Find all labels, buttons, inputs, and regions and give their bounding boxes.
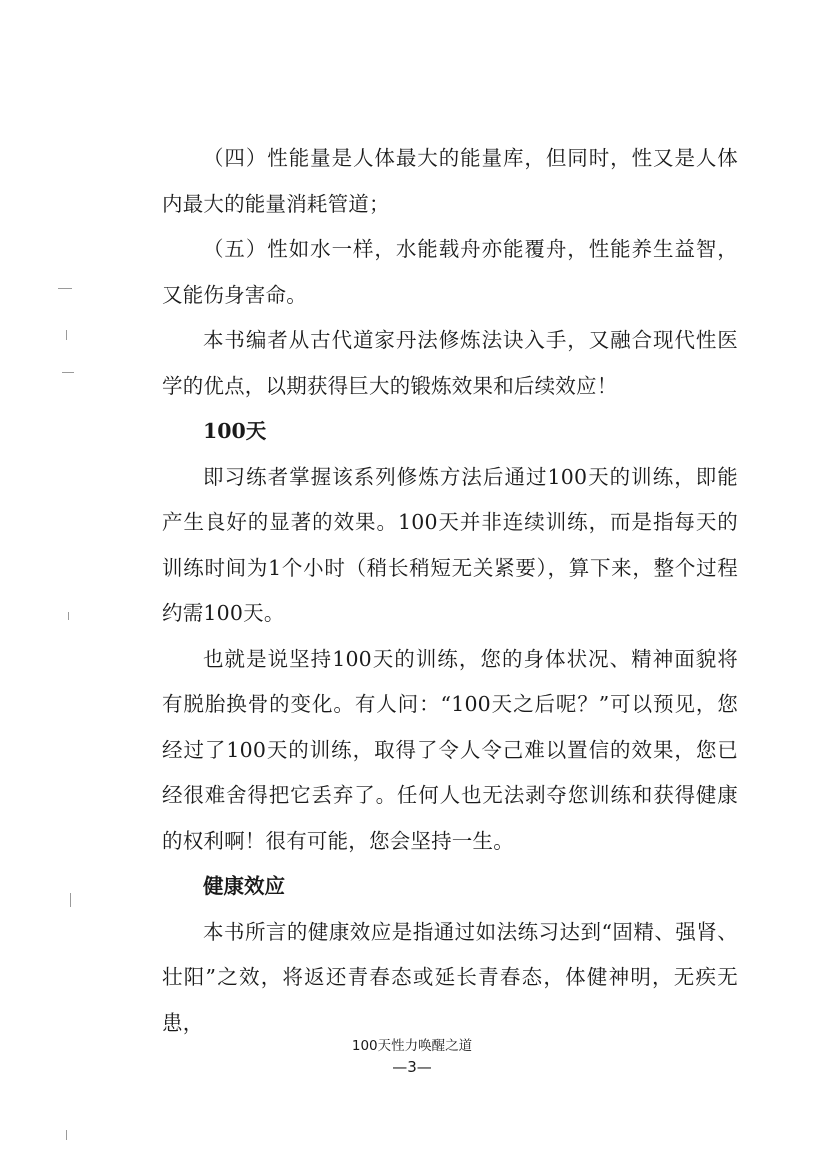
scan-artifact [62, 372, 74, 373]
scan-artifact [66, 1130, 67, 1140]
paragraph-health-effect: 本书所言的健康效应是指通过如法练习达到“固精、强肾、壮阳”之效，将返还青春态或延长青春态，体健神明，无疾无患， [162, 919, 738, 1035]
paragraph-intro: 本书编者从古代道家丹法修炼法诀入手，又融合现代性医学的优点，以期获得巨大的锻炼效果和后续效应！ [162, 328, 738, 398]
scan-artifact [66, 330, 67, 340]
footer-book-title: 100天性力唤醒之道 [351, 1038, 473, 1054]
paragraph-five: （五）性如水一样，水能载舟亦能覆舟，性能养生益智，又能伤身害命。 [162, 237, 738, 307]
scan-artifact [70, 893, 71, 907]
body-text [162, 136, 738, 1046]
scan-artifact [68, 612, 69, 620]
paragraph-four: （四）性能量是人体最大的能量库，但同时，性又是人体内最大的能量消耗管道； [162, 146, 738, 216]
heading-100-days: 100天 [203, 419, 267, 443]
scan-artifact [58, 288, 72, 289]
heading-health-effect: 健康效应 [203, 874, 285, 898]
paragraph-persistence: 也就是说坚持100天的训练，您的身体状况、精神面貌将有脱胎换骨的变化。有人问：“100天之后呢？”可以预见，您经过了100天的训练，取得了令人令己难以置信的效果，您已经很难舍得把它丢弃了。任何人也无法剥夺您训练和获得健康的权利啊！很有可能，您会坚持一生。 [162, 646, 738, 853]
paragraph-100-days: 即习练者掌握该系列修炼方法后通过100天的训练，即能产生良好的显著的效果。100天并非连续训练，而是指每天的训练时间为1个小时（稍长稍短无关紧要），算下来，整个过程约需100天。 [162, 464, 738, 625]
page-number: —3— [392, 1058, 432, 1076]
